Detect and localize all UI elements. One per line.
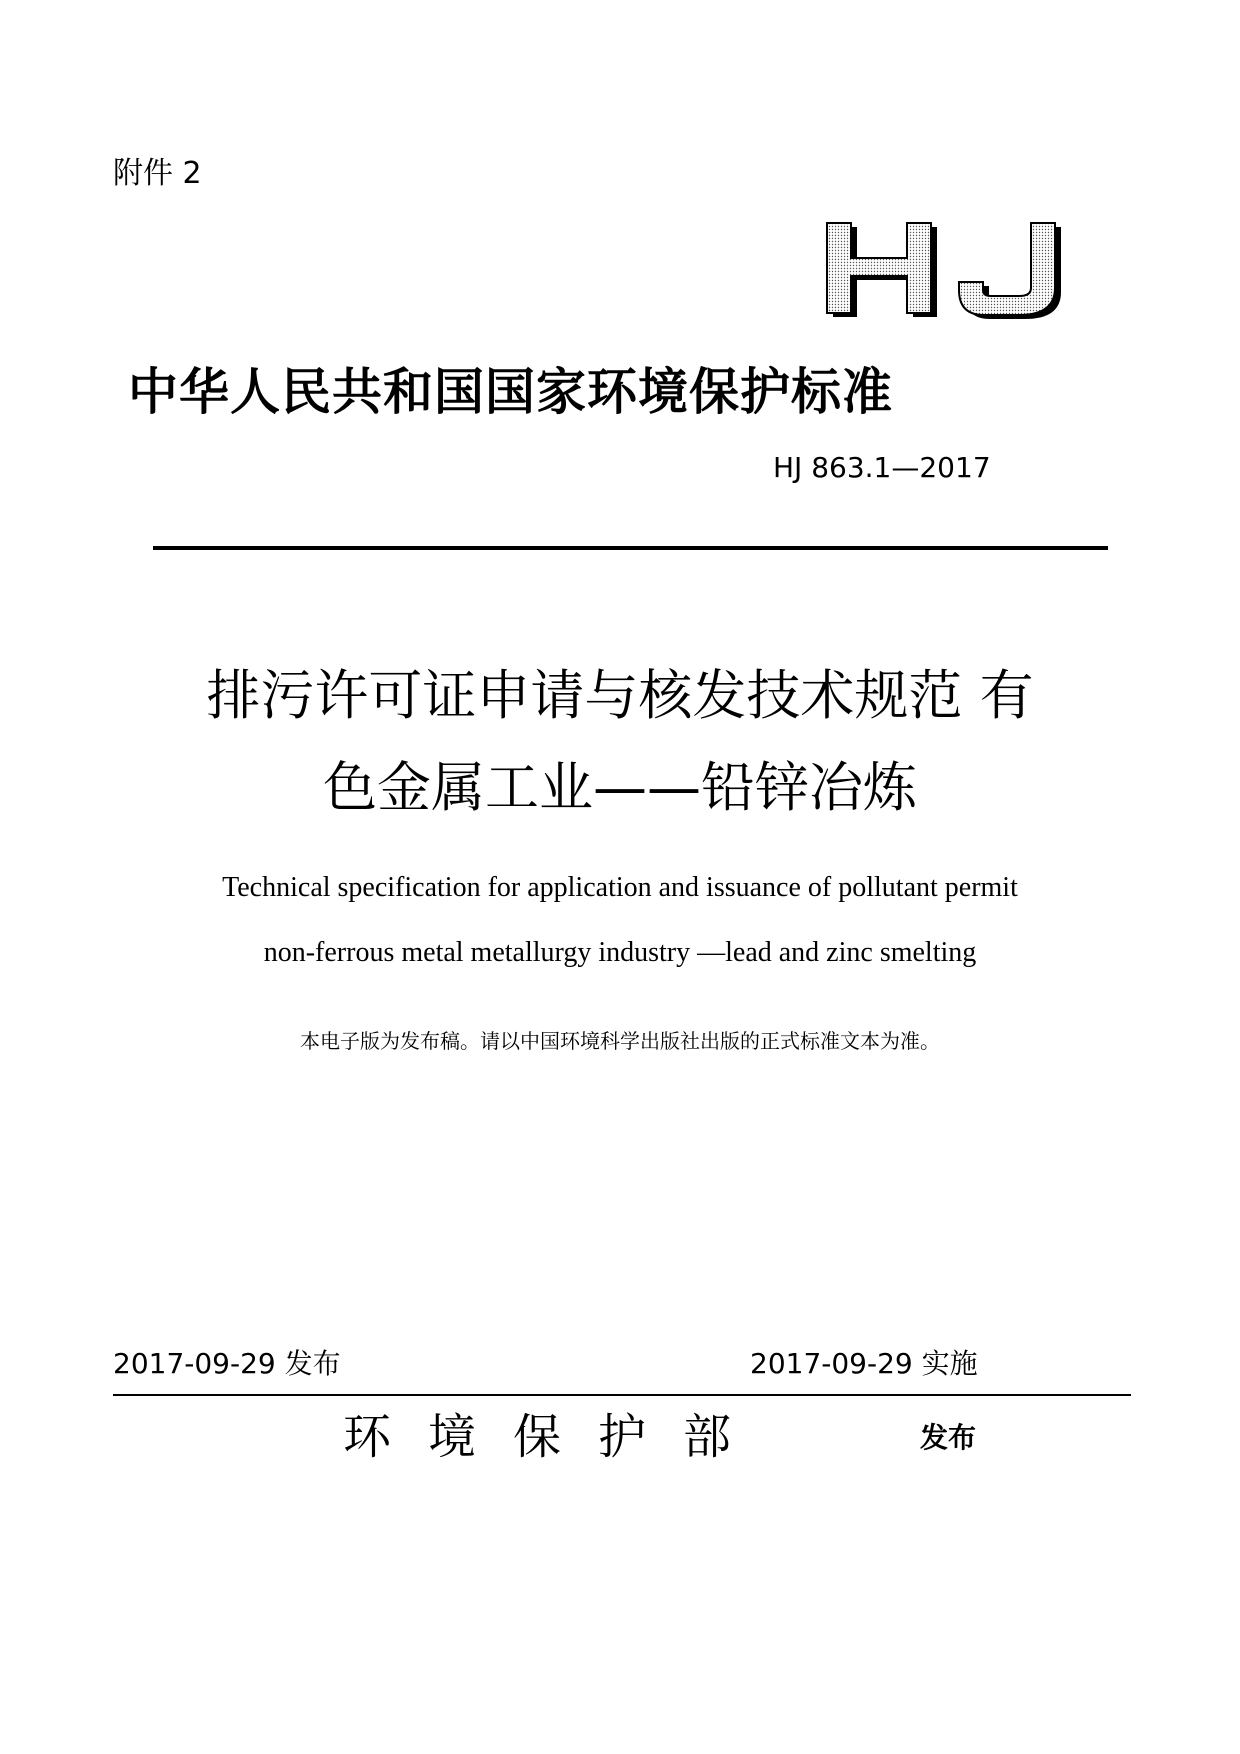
top-divider: [153, 546, 1108, 550]
edition-note: 本电子版为发布稿。请以中国环境科学出版社出版的正式标准文本为准。: [300, 1029, 940, 1053]
chinese-title: [100, 650, 1140, 834]
bottom-divider: [113, 1394, 1131, 1396]
issue-label: 发布: [920, 1421, 977, 1454]
hj-logo: [825, 222, 1075, 322]
release-date: 2017-09-29 发布: [113, 1347, 341, 1380]
english-title-line-1: Technical specification for application and issuance of pollutant permit: [222, 872, 1018, 903]
issuing-authority: 环境保护部: [343, 1409, 769, 1465]
effective-date: 2017-09-29 实施: [750, 1347, 978, 1380]
chinese-title-line-1: 排污许可证申请与核发技术规范 有: [206, 664, 1034, 727]
chinese-title-line-2: 色金属工业——铅锌冶炼: [323, 756, 917, 819]
english-title: [100, 855, 1140, 985]
standard-number: HJ 863.1—2017: [773, 451, 991, 484]
attachment-label: 附件 2: [113, 156, 202, 191]
english-title-line-2: non-ferrous metal metallurgy industry —lead and zinc smelting: [263, 937, 977, 968]
standard-category-title: 中华人民共和国国家环境保护标准: [128, 363, 893, 421]
